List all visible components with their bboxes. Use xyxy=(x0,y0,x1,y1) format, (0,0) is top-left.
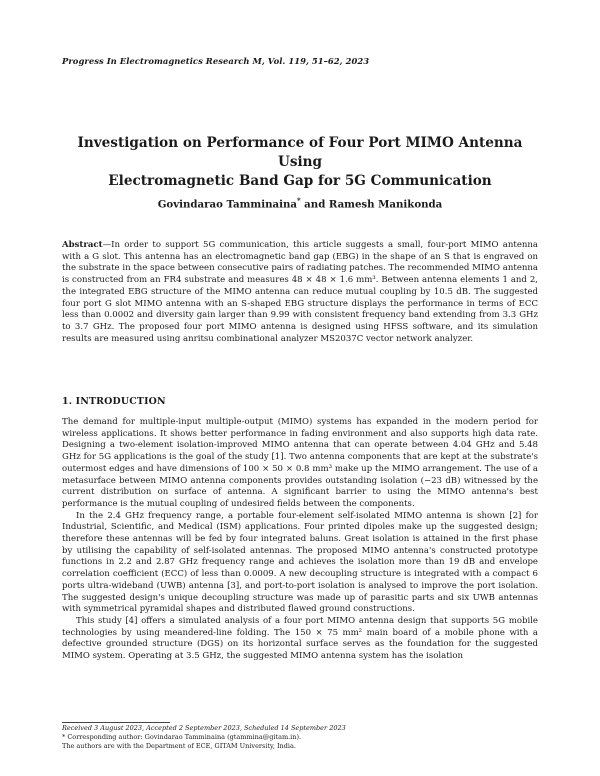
section-heading: 1. INTRODUCTION xyxy=(62,396,166,407)
footnotes xyxy=(62,724,538,751)
paragraph-2: In the 2.4 GHz frequency range, a portable four-element self-isolated MIMO antenna is shown [2] for Industrial, Scientific, and Medical (ISM) applications. Four printed dipoles make up the suggested design; therefore these antennas will be fed by four integrated baluns. Great isolation is attained in the first phase by utilising the capability of self-isolated antennas. The proposed MIMO antenna's constructed prototype functions in 2.2 and 2.87 GHz frequency range and achieves the isolation more than 19 dB and envelope correlation coefficient (ECC) of less than 0.0009. A new decoupling structure is integrated with a compact 6 ports ultra-wideband (UWB) antenna [3], and port-to-port isolation is analysed to improve the port isolation. The suggested design's unique decoupling structure was made up of parasitic parts and six UWB antennas with symmetrical pyramidal shapes and distributed flawed ground constructions. xyxy=(62,510,538,615)
footnote-corresponding: * Corresponding author: Govindarao Tamminaina (gtammina@gitam.in). xyxy=(62,733,302,741)
journal-header: Progress In Electromagnetics Research M, Vol. 119, 51–62, 2023 xyxy=(62,56,370,66)
author-second: Ramesh Manikonda xyxy=(328,198,443,211)
footnote-affiliation: The authors are with the Department of ECE, GITAM University, India. xyxy=(62,742,296,750)
author-list xyxy=(62,196,538,210)
title-line-1: Investigation on Performance of Four Port MIMO Antenna Using xyxy=(77,135,523,170)
footnote-received: Received 3 August 2023, Accepted 2 September 2023, Scheduled 14 September 2023 xyxy=(62,724,346,732)
author-connector: and xyxy=(300,198,329,211)
abstract-text: —In order to support 5G communication, this article suggests a small, four-port MIMO antenna with a G slot. This antenna has an electromagnetic band gap (EBG) in the shape of an S that is engraved on the substrate in the space between consecutive pairs of radiating patches. The recommended MIMO antenna is constructed from an FR4 substrate and measures 48 × 48 × 1.6 mm³. Between antenna elements 1 and 2, the integrated EBG structure of the MIMO antenna can reduce mutual coupling by 10.5 dB. The suggested four port G slot MIMO antenna with an S-shaped EBG structure displays the performance in terms of ECC less than 0.0002 and diversity gain larger than 9.99 with consistent frequency band extending from 3.3 GHz to 3.7 GHz. The proposed four port MIMO antenna is designed using HFSS software, and its simulation results are measured using anritsu combinational analyzer MS2037C vector network analyzer. xyxy=(62,240,538,344)
paper-title xyxy=(62,134,538,191)
paragraph-3: This study [4] offers a simulated analysis of a four port MIMO antenna design that supports 5G mobile technologies by using meandered-line folding. The 150 × 75 mm² main board of a mobile phone with a defective grounded structure (DGS) on its horizontal surface serves as the foundation for the suggested MIMO system. Operating at 3.5 GHz, the suggested MIMO antenna system has the isolation xyxy=(62,615,538,662)
abstract xyxy=(62,240,538,345)
abstract-label: Abstract xyxy=(62,240,103,250)
author-first: Govindarao Tamminaina xyxy=(157,198,297,211)
paragraph-1: The demand for multiple-input multiple-output (MIMO) systems has expanded in the modern period for wireless applications. It shows better performance in fading environment and also supports high data rate. Designing a two-element isolation-improved MIMO antenna that can operate between 4.04 GHz and 5.48 GHz for 5G applications is the goal of the study [1]. Two antenna components that are kept at the substrate's outermost edges and have dimensions of 100 × 50 × 0.8 mm³ make up the MIMO arrangement. The use of a metasurface between MIMO antenna components provides outstanding isolation (−23 dB) witnessed by the current distribution on surface of antenna. A significant barrier to using the MIMO antenna's best performance is the mutual coupling of undesired fields between the components. xyxy=(62,417,538,509)
footnote-rule xyxy=(62,722,170,723)
title-line-2: Electromagnetic Band Gap for 5G Communication xyxy=(108,173,492,189)
corresponding-marker: * xyxy=(296,196,301,205)
section-body xyxy=(62,417,538,663)
